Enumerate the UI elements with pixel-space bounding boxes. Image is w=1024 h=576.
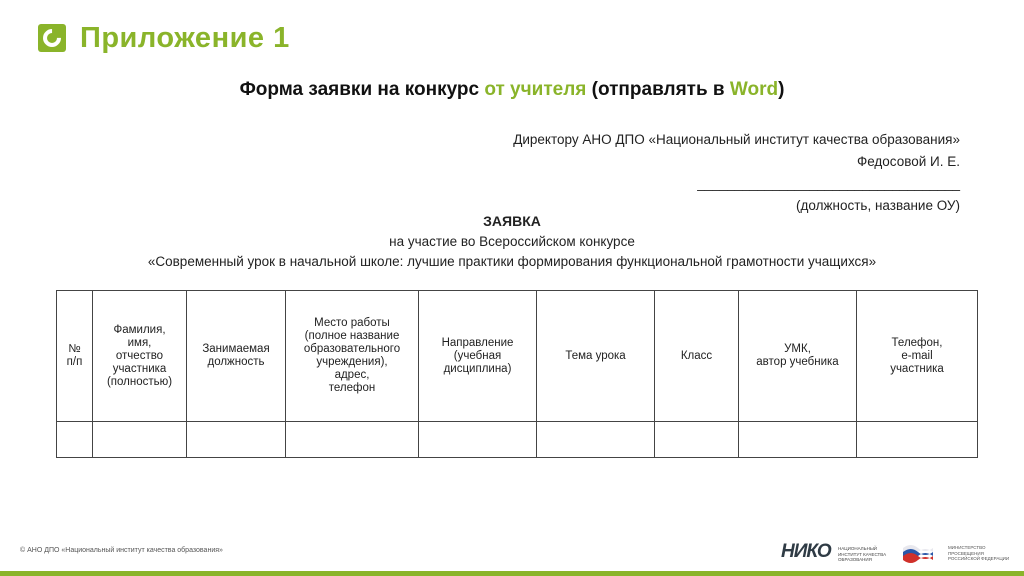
ministry-caption: МИНИСТЕРСТВО ПРОСВЕЩЕНИЯ РОССИЙСКОЙ ФЕДЕРАЦИИ: [948, 545, 1010, 561]
footer-copyright: © АНО ДПО «Национальный институт качества образования»: [20, 547, 223, 554]
nko-logo: НИКО: [781, 541, 831, 562]
subtitle-accent-teacher: от учителя: [484, 79, 587, 100]
table-cell: [419, 422, 537, 458]
table-cell: [187, 422, 286, 458]
subtitle-accent-word: Word: [729, 79, 779, 100]
addressee-block: [513, 129, 960, 217]
table-cell: [286, 422, 419, 458]
nko-logo-caption: НАЦИОНАЛЬНЫЙ ИНСТИТУТ КАЧЕСТВА ОБРАЗОВАНИЯ: [838, 546, 887, 562]
header-grade: Класс: [655, 291, 739, 422]
form-subtitle: [0, 79, 1024, 101]
application-block: [0, 211, 1024, 273]
table-cell: [655, 422, 739, 458]
addressee-line-blank: ___________________________________: [697, 176, 960, 191]
application-line-2: «Современный урок в начальной школе: лучшие практики формирования функциональной грамотности учащихся»: [147, 254, 877, 269]
table-cell: [857, 422, 978, 458]
header-position: Занимаемая должность: [187, 291, 286, 422]
application-table: [56, 290, 978, 458]
addressee-line-name: Федосовой И. Е.: [856, 154, 960, 169]
addressee-line-position: (должность, название ОУ): [796, 198, 960, 213]
table-cell: [537, 422, 655, 458]
green-square-ring-icon: [38, 24, 66, 52]
addressee-line-director: Директору АНО ДПО «Национальный институт качества образования»: [513, 132, 960, 147]
header-workplace: Место работы (полное название образовательного учреждения), адрес, телефон: [286, 291, 419, 422]
header-lesson-topic: Тема урока: [537, 291, 655, 422]
header-subject: Направление (учебная дисциплина): [419, 291, 537, 422]
subtitle-part-3: (отправлять в: [586, 79, 730, 100]
subtitle-part-1: Форма заявки на конкурс: [239, 79, 485, 100]
subtitle-part-5: ): [778, 79, 785, 100]
table-cell: [57, 422, 93, 458]
table-row: [57, 422, 978, 458]
table-cell: [93, 422, 187, 458]
page-title: Приложение 1: [80, 22, 290, 54]
table-header-row: [57, 291, 978, 422]
header-full-name: Фамилия, имя, отчество участника (полностью): [93, 291, 187, 422]
header-number: № п/п: [57, 291, 93, 422]
russian-flag-ribbon-icon: [901, 539, 935, 565]
table-cell: [739, 422, 857, 458]
application-title: ЗАЯВКА: [483, 213, 541, 229]
header-textbook: УМК, автор учебника: [739, 291, 857, 422]
header-contacts: Телефон, e-mail участника: [857, 291, 978, 422]
application-line-1: на участие во Всероссийском конкурсе: [389, 233, 635, 249]
footer-accent-line: [0, 571, 1024, 576]
